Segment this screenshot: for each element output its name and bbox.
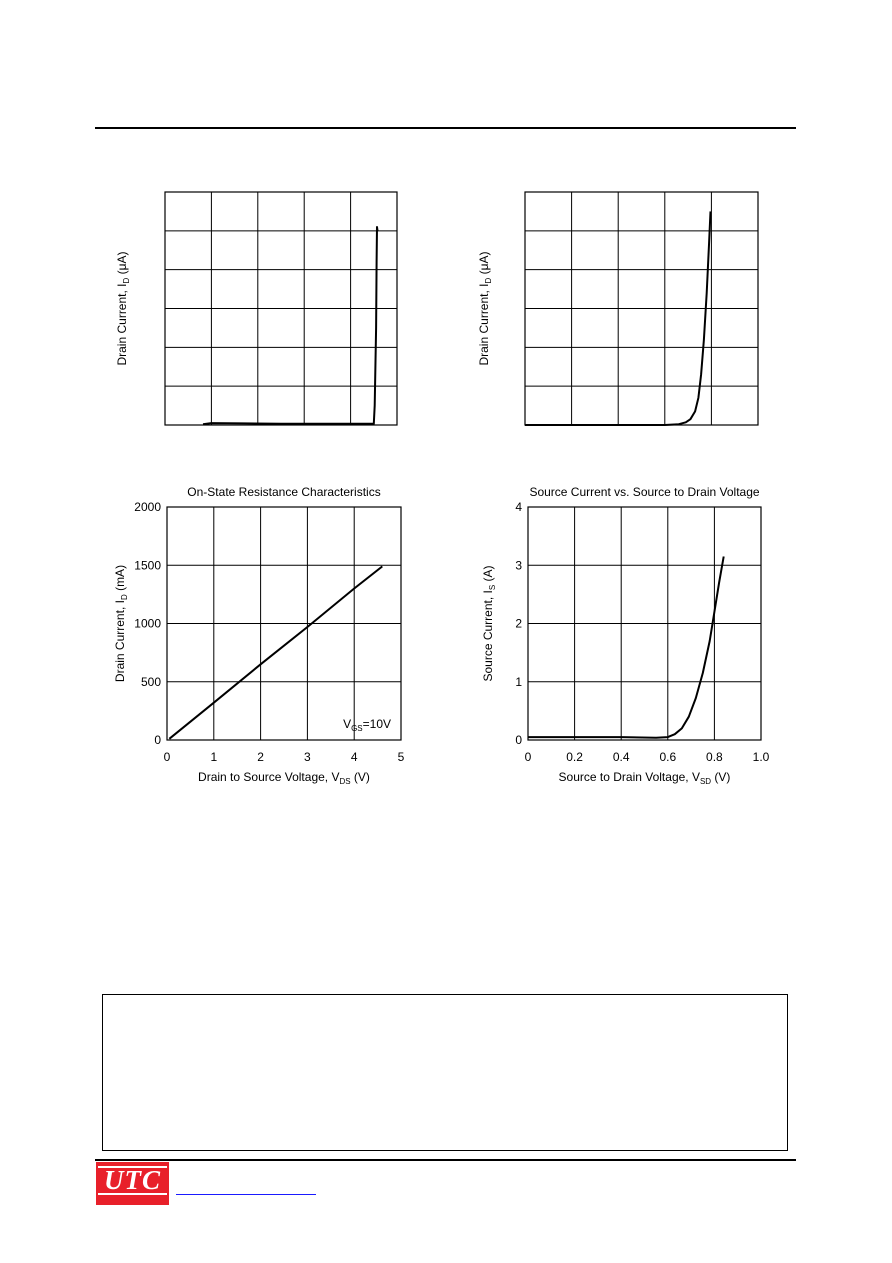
utc-logo xyxy=(96,1162,169,1205)
y-tick-label: 4 xyxy=(515,500,522,514)
y-tick-label: 1500 xyxy=(134,558,161,573)
chart-annotation: $V_{GS}=10V$ xyxy=(343,717,391,733)
y-tick-label: 1 xyxy=(515,674,522,689)
y-axis-label: Drain Current, $I_D$ (μA) xyxy=(115,251,131,366)
y-tick-label: 500 xyxy=(140,674,161,689)
series-line-1 xyxy=(528,557,724,738)
x-axis-label: Source to Drain Voltage, $V_{SD}$ (V) xyxy=(558,770,731,786)
y-tick-label: 0 xyxy=(154,733,161,747)
y-axis-label: Source Current, $I_S$ (A) xyxy=(481,565,497,682)
x-tick-label: 0.6 xyxy=(659,750,677,764)
x-tick-label: 0 xyxy=(163,750,171,764)
y-axis-label: Drain Current, $I_D$ (mA) xyxy=(113,564,129,683)
y-axis-label: Drain Current, $I_D$ (μA) xyxy=(477,251,493,366)
y-tick-label: 2 xyxy=(515,616,522,631)
x-tick-label: 0.4 xyxy=(612,750,630,764)
y-tick-label: 2000 xyxy=(134,500,161,514)
x-tick-label: 0.8 xyxy=(706,750,723,764)
x-tick-label: 0 xyxy=(524,750,532,764)
footer-rule xyxy=(95,1159,796,1161)
x-tick-label: 3 xyxy=(304,750,311,764)
x-tick-label: 1 xyxy=(210,750,218,764)
logo-text: UTC xyxy=(104,1165,161,1195)
chart-2 xyxy=(477,192,758,425)
series-line-1 xyxy=(169,566,382,738)
x-axis-label: Drain to Source Voltage, $V_{DS}$ (V) xyxy=(198,770,370,786)
chart-1 xyxy=(115,192,397,425)
y-tick-label: 3 xyxy=(515,558,522,573)
chart-title: Source Current vs. Source to Drain Voltage xyxy=(529,485,760,499)
chart-4 xyxy=(481,485,770,786)
y-tick-label: 0 xyxy=(515,733,522,747)
x-tick-label: 1.0 xyxy=(752,750,770,764)
series-line-1 xyxy=(203,227,378,424)
x-tick-label: 2 xyxy=(257,750,264,764)
x-tick-label: 5 xyxy=(397,750,405,764)
x-tick-label: 0.2 xyxy=(566,750,583,764)
chart-3 xyxy=(113,485,405,786)
notice-box xyxy=(102,994,788,1151)
y-tick-label: 1000 xyxy=(134,616,161,631)
website-link[interactable] xyxy=(176,1193,316,1195)
chart-title: On-State Resistance Characteristics xyxy=(187,485,381,499)
x-tick-label: 4 xyxy=(350,750,358,764)
